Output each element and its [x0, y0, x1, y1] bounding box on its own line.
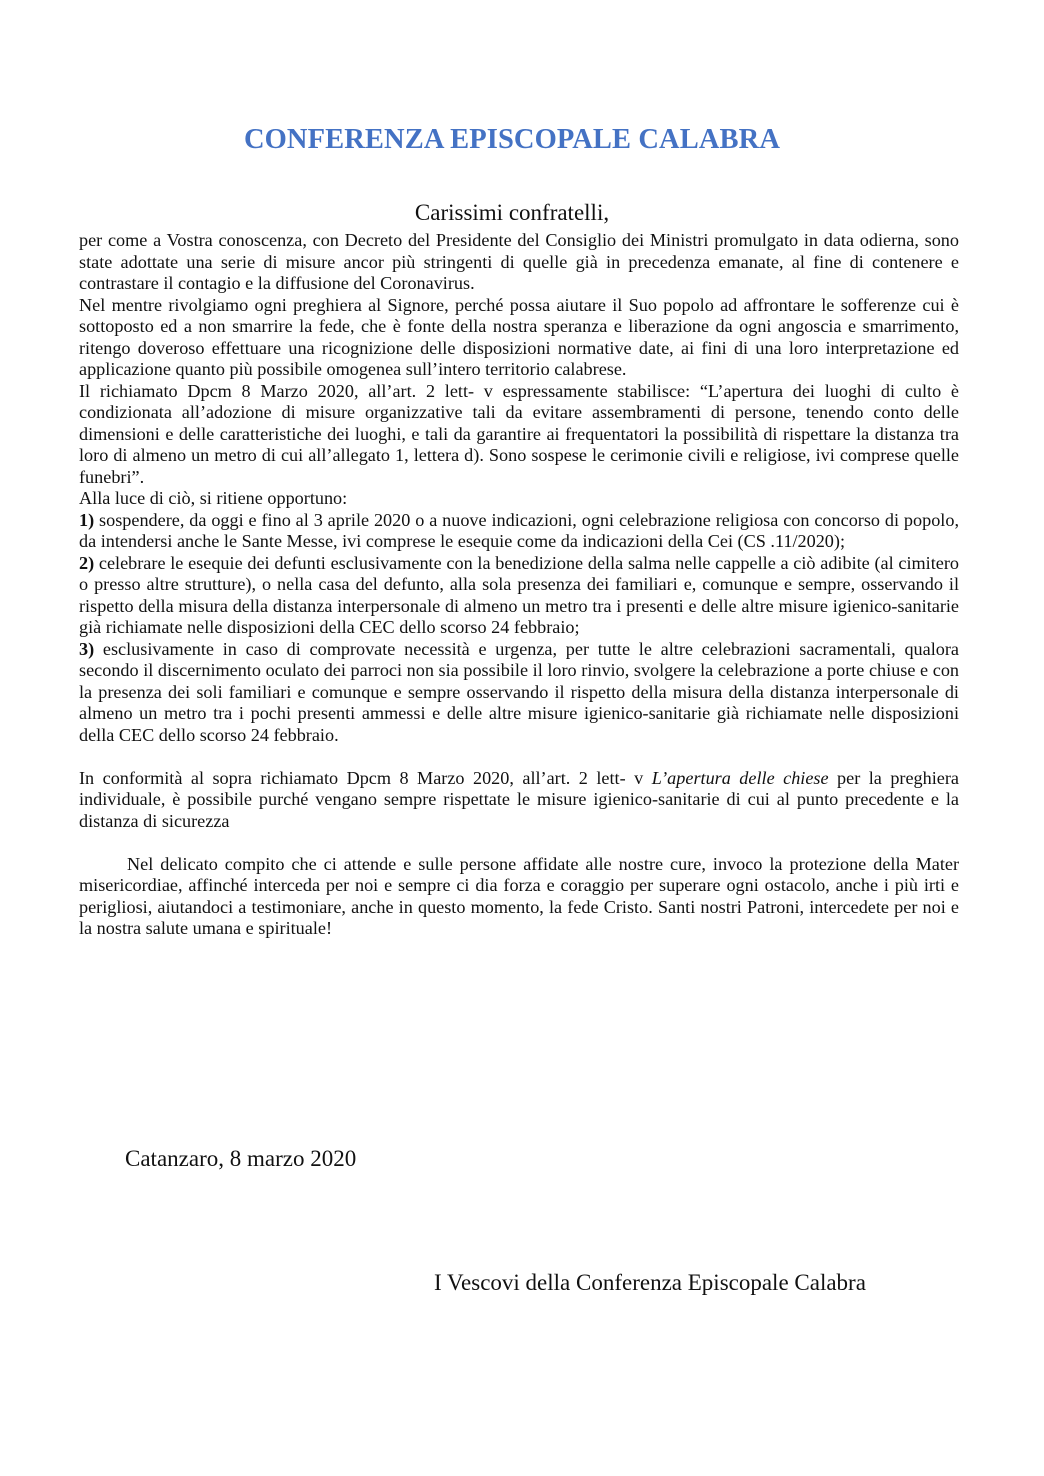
- list-item-text: esclusivamente in caso di comprovate necessità e urgenza, per tutte le altre celebrazioni sacramentali, qualora secondo il discernimento oculato dei parroci non sia possibile il loro rinvio, svolgere la celebrazione a porte chiuse e con la presenza dei soli familiari e comunque e sempre osservando il rispetto della misura della distanza interpersonale di almeno un metro tra i pochi presenti ammessi e delle altre misure igienico-sanitarie già richiamate nelle disposizioni della CEC dello scorso 24 febbraio.: [79, 638, 959, 745]
- document-title: CONFERENZA EPISCOPALE CALABRA: [243, 124, 781, 155]
- list-item-number: 1): [79, 509, 95, 530]
- letter-salutation: Carissimi confratelli,: [414, 200, 610, 225]
- list-item: [79, 639, 959, 747]
- paragraph-opportune: Alla luce di ciò, si ritiene opportuno:: [79, 488, 348, 508]
- list-item: [79, 553, 959, 639]
- paragraph-churches-open-start: In conformità al sopra richiamato Dpcm 8 Marzo 2020, all’art. 2 lett- v: [79, 767, 652, 788]
- list-item-number: 3): [79, 638, 95, 659]
- list-item-number: 2): [79, 552, 95, 573]
- list-item: [79, 510, 959, 553]
- paragraph-dpcm-quote: Il richiamato Dpcm 8 Marzo 2020, all’art. 2 lett- v espressamente stabilisce: “L’apertura dei luoghi di culto è condizionata all’adozione di misure organizzative tali da evitare assembramenti di persone, tenendo conto delle dimensioni e delle caratteristiche dei luoghi, e tali da garantire ai frequentatori la possibilità di rispettare la distanza tra loro di almeno un metro di cui all’allegato 1, lettera d). Sono sospese le cerimonie civili e religiose, ivi comprese quelle funebri”.: [79, 380, 959, 487]
- list-item-text: sospendere, da oggi e fino al 3 aprile 2020 o a nuove indicazioni, ogni celebrazione religiosa con concorso di popolo, da intendersi anche le Sante Messe, ivi comprese le esequie come da indicazioni della Cei (CS .11/2020);: [79, 509, 959, 551]
- paragraph-churches-open-italic: L’apertura delle chiese: [651, 767, 829, 788]
- letter-date: Catanzaro, 8 marzo 2020: [125, 1146, 357, 1171]
- letter-signature: I Vescovi della Conferenza Episcopale Calabra: [434, 1270, 866, 1295]
- paragraph-churches-open-end: per la preghiera individuale, è possibile purché vengano sempre rispettate le misure igienico-sanitarie di cui al punto precedente e la distanza di sicurezza: [79, 767, 959, 831]
- letter-body: [79, 230, 959, 940]
- paragraph-churches-open: [79, 768, 959, 833]
- paragraph-prayer: Nel mentre rivolgiamo ogni preghiera al Signore, perché possa aiutare il Suo popolo ad affrontare le sofferenze cui è sottoposto ed a non smarrire la fede, che è fonte della nostra speranza e liberazione da ogni angoscia e smarrimento, ritengo doveroso effettuare una ricognizione delle disposizioni normative date, ai fini di una loro interpretazione ed applicazione quanto più possibile omogenea sull’intero territorio calabrese.: [79, 294, 959, 379]
- paragraph-closing-prayer: Nel delicato compito che ci attende e sulle persone affidate alle nostre cure, invoco la protezione della Mater misericordiae, affinché interceda per noi e sempre ci dia forza e coraggio per superare ogni ostacolo, anche i più irti e perigliosi, aiutandoci a testimoniare, anche in questo momento, la fede Cristo. Santi nostri Patroni, intercedete per noi e la nostra salute umana e spirituale!: [79, 853, 959, 938]
- paragraph-intro: per come a Vostra conoscenza, con Decreto del Presidente del Consiglio dei Ministri promulgato in data odierna, sono state adottate una serie di misure ancor più stringenti di quelle già in precedenza emanate, al fine di contenere e contrastare il contagio e la diffusione del Coronavirus.: [79, 230, 959, 293]
- list-item-text: celebrare le esequie dei defunti esclusivamente con la benedizione della salma nelle cappelle a ciò adibite (al cimitero o presso altre strutture), o nella casa del defunto, alla sola presenza dei familiari e, comunque e sempre, osservando il rispetto della misura della distanza interpersonale di almeno un metro tra i presenti e delle altre misure igienico-sanitarie già richiamate nelle disposizioni della CEC dello scorso 24 febbraio;: [79, 552, 959, 637]
